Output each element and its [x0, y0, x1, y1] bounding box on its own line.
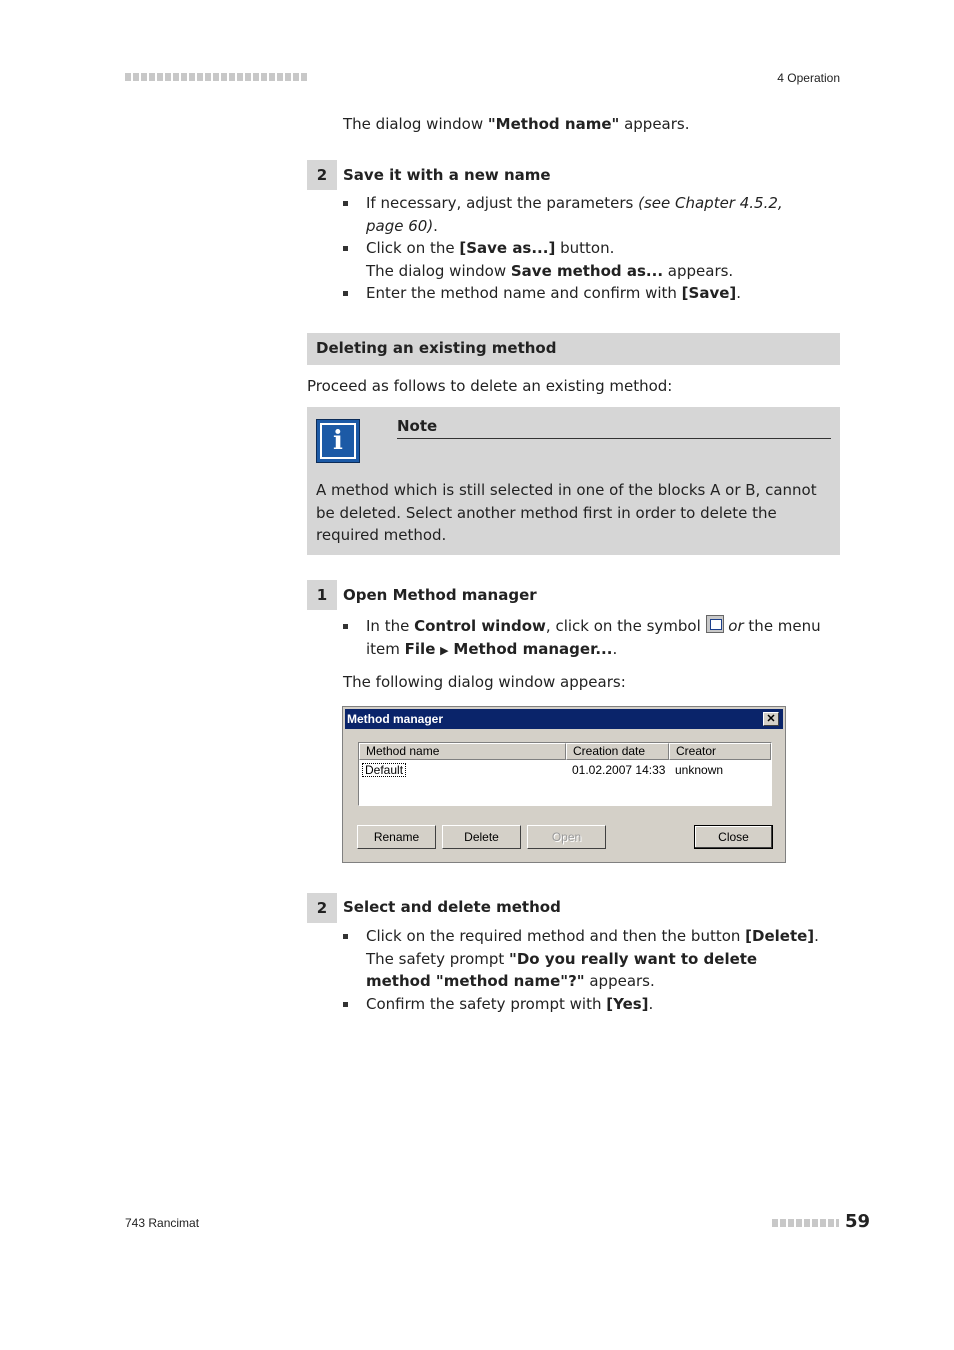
dialog-titlebar: [345, 709, 783, 729]
section-heading: [307, 333, 840, 365]
text: If necessary, adjust the parameters: [366, 194, 639, 212]
page-number: 59: [845, 1211, 871, 1232]
text: The safety prompt: [366, 949, 510, 968]
delete-label: [Delete]: [745, 927, 815, 945]
text: .: [433, 216, 438, 235]
close-icon[interactable]: ✕: [763, 712, 779, 726]
text: button.: [555, 239, 615, 257]
intro-text: [343, 113, 690, 136]
menu-file: File: [404, 639, 436, 658]
menu-method-manager: Method manager...: [453, 639, 613, 658]
text: appears.: [663, 261, 734, 280]
section-title: Deleting an existing method: [316, 339, 557, 357]
step-title: Save it with a new name: [343, 166, 551, 184]
text: .: [612, 639, 618, 658]
intro-post: appears.: [619, 115, 690, 133]
header-section: 4 Operation: [777, 71, 840, 85]
open-button[interactable]: Open: [527, 825, 606, 849]
following-text: The following dialog window appears:: [343, 673, 626, 691]
text: In the: [366, 617, 415, 635]
rename-button[interactable]: Rename: [357, 825, 436, 849]
header-decoration: [125, 73, 307, 81]
text: Click on the required method and then the button: [366, 927, 746, 945]
column-header-creation-date[interactable]: Creation date: [566, 743, 669, 760]
method-manager-icon: [706, 615, 724, 633]
text: , click on the symbol: [545, 617, 706, 635]
note-box: [307, 407, 840, 555]
table-row[interactable]: Default: [362, 763, 406, 777]
text: or: [728, 617, 744, 635]
list-item: [343, 993, 823, 1016]
text: the menu item: [366, 617, 821, 658]
intro-pre: The dialog window: [343, 115, 488, 133]
text: appears.: [584, 972, 655, 990]
chapter-reference[interactable]: (see Chapter 4.5.2, page 60): [366, 194, 783, 235]
column-header-creator[interactable]: Creator: [669, 743, 771, 760]
save-steps-list: [343, 192, 813, 305]
list-item: [343, 925, 823, 993]
delete-steps-list: [343, 925, 823, 1015]
footer-decoration: [772, 1219, 839, 1227]
save-label: [Save]: [681, 284, 737, 302]
save-as-label: [Save as...]: [459, 239, 556, 257]
dialog-name: Save method as...: [510, 261, 664, 280]
list-item: [343, 282, 813, 305]
intro-bold: "Method name": [487, 115, 620, 133]
dialog-title: Method manager: [347, 712, 444, 726]
yes-label: [Yes]: [606, 994, 649, 1013]
delete-button[interactable]: Delete: [442, 825, 521, 849]
text: The dialog window: [366, 261, 511, 280]
method-manager-dialog: [342, 706, 786, 863]
step-number: 1: [307, 580, 337, 610]
info-icon: i: [316, 419, 360, 463]
close-button[interactable]: Close: [694, 825, 773, 849]
text: .: [814, 927, 819, 945]
note-title: Note: [397, 417, 438, 435]
step-title: Select and delete method: [343, 898, 561, 916]
footer-product: 743 Rancimat: [125, 1216, 200, 1230]
method-list[interactable]: [358, 742, 772, 806]
list-item: [343, 192, 813, 237]
list-item: [343, 615, 823, 662]
proceed-text: Proceed as follows to delete an existing method:: [307, 377, 673, 395]
text: Enter the method name and confirm with: [366, 284, 682, 302]
list-item: [343, 237, 813, 282]
step-title: Open Method manager: [343, 586, 537, 604]
note-divider: [397, 438, 831, 439]
column-header-method-name[interactable]: Method name: [359, 743, 566, 760]
text: .: [648, 994, 654, 1013]
open-steps-list: [343, 615, 823, 662]
row-creation-date: 01.02.2007 14:33: [572, 763, 666, 777]
text: Confirm the safety prompt with: [366, 994, 607, 1013]
safety-prompt-text: "Do you really want to delete method "method name"?": [366, 949, 758, 990]
note-text: A method which is still selected in one of the blocks A or B, cannot be deleted. Select another method first in order to delete the required method.: [316, 481, 817, 544]
step-number: 2: [307, 160, 337, 190]
menu-arrow-icon: ▶: [440, 643, 449, 657]
step-number: 2: [307, 893, 337, 923]
row-creator: unknown: [675, 763, 724, 777]
control-window-label: Control window: [414, 617, 546, 635]
text: Click on the: [366, 239, 460, 257]
text: .: [736, 284, 742, 302]
